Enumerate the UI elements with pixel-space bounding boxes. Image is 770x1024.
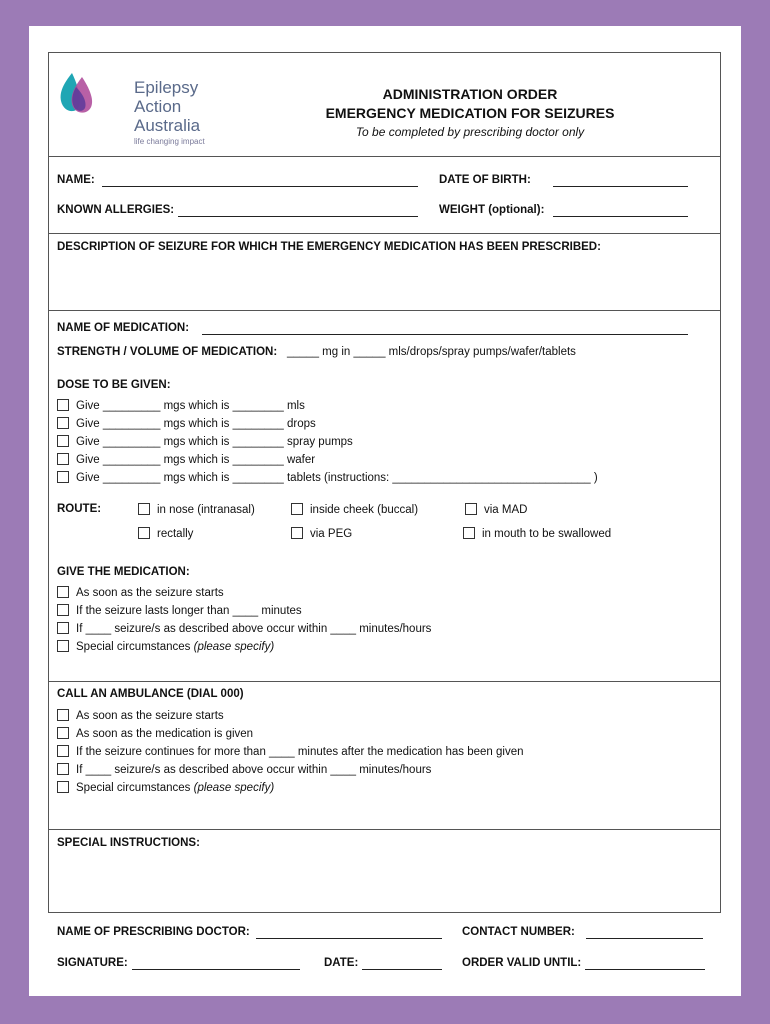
- ambulance-option[interactable]: As soon as the medication is given: [57, 727, 253, 740]
- footer-rights: All Rights Reserved: [336, 978, 433, 990]
- weight-field[interactable]: [553, 204, 688, 217]
- dose-option[interactable]: Give _________ mgs which is ________ tablets (instructions: _______________________________ ): [57, 471, 598, 484]
- dose-option[interactable]: Give _________ mgs which is ________ spray pumps: [57, 435, 353, 448]
- checkbox[interactable]: [57, 399, 69, 411]
- give-option[interactable]: Special circumstances (please specify): [57, 640, 274, 653]
- give-option[interactable]: If ____ seizure/s as described above occur within ____ minutes/hours: [57, 622, 431, 635]
- signature-field[interactable]: [132, 957, 300, 970]
- checkbox[interactable]: [57, 417, 69, 429]
- route-option[interactable]: via MAD: [465, 503, 527, 516]
- route-label: ROUTE:: [57, 503, 102, 515]
- checkbox[interactable]: [57, 763, 69, 775]
- allergies-field[interactable]: [178, 204, 418, 217]
- ambulance-option[interactable]: Special circumstances (please specify): [57, 781, 274, 794]
- dose-option[interactable]: Give _________ mgs which is ________ drops: [57, 417, 316, 430]
- name-field[interactable]: [102, 174, 418, 187]
- date-label: DATE:: [324, 957, 359, 969]
- form-title-line2: EMERGENCY MEDICATION FOR SEIZURES: [325, 105, 615, 121]
- dose-label: DOSE TO BE GIVEN:: [57, 379, 171, 391]
- route-option[interactable]: inside cheek (buccal): [291, 503, 418, 516]
- medication-name-label: NAME OF MEDICATION:: [57, 322, 190, 334]
- logo-wordmark: Epilepsy Action Australia: [134, 78, 201, 135]
- signature-label: SIGNATURE:: [57, 957, 128, 969]
- contact-number-label: CONTACT NUMBER:: [462, 926, 575, 938]
- checkbox[interactable]: [57, 622, 69, 634]
- checkbox[interactable]: [138, 527, 150, 539]
- checkbox[interactable]: [291, 503, 303, 515]
- dose-option[interactable]: Give _________ mgs which is ________ mls: [57, 399, 305, 412]
- checkbox[interactable]: [291, 527, 303, 539]
- route-option[interactable]: rectally: [138, 527, 193, 540]
- order-valid-label: ORDER VALID UNTIL:: [462, 957, 582, 969]
- form-subtitle: To be completed by prescribing doctor only: [355, 125, 585, 139]
- strength-text: _____ mg in _____ mls/drops/spray pumps/wafer/tablets: [287, 346, 576, 358]
- route-option[interactable]: in mouth to be swallowed: [463, 527, 611, 540]
- checkbox[interactable]: [57, 586, 69, 598]
- ambulance-label: CALL AN AMBULANCE (DIAL 000): [57, 688, 244, 700]
- checkbox[interactable]: [57, 604, 69, 616]
- dob-label: DATE OF BIRTH:: [439, 174, 531, 186]
- give-label: GIVE THE MEDICATION:: [57, 566, 190, 578]
- logo-tagline: life changing impact: [134, 137, 205, 146]
- route-option[interactable]: in nose (intranasal): [138, 503, 255, 516]
- give-option[interactable]: As soon as the seizure starts: [57, 586, 224, 599]
- checkbox[interactable]: [57, 471, 69, 483]
- ambulance-option[interactable]: If ____ seizure/s as described above occur within ____ minutes/hours: [57, 763, 431, 776]
- checkbox[interactable]: [57, 640, 69, 652]
- checkbox[interactable]: [57, 709, 69, 721]
- dob-field[interactable]: [553, 174, 688, 187]
- checkbox[interactable]: [463, 527, 475, 539]
- doctor-name-field[interactable]: [256, 926, 442, 939]
- checkbox[interactable]: [57, 745, 69, 757]
- checkbox[interactable]: [57, 781, 69, 793]
- give-option[interactable]: If the seizure lasts longer than ____ minutes: [57, 604, 302, 617]
- checkbox[interactable]: [57, 727, 69, 739]
- description-label: DESCRIPTION OF SEIZURE FOR WHICH THE EMERGENCY MEDICATION HAS BEEN PRESCRIBED:: [57, 241, 601, 253]
- date-field[interactable]: [362, 957, 442, 970]
- footer-version: V.7 8/18: [656, 978, 696, 990]
- special-instructions-label: SPECIAL INSTRUCTIONS:: [57, 837, 200, 849]
- form-title-line1: ADMINISTRATION ORDER: [382, 86, 558, 102]
- route-option[interactable]: via PEG: [291, 527, 352, 540]
- allergies-label: KNOWN ALLERGIES:: [57, 204, 175, 216]
- ambulance-option[interactable]: As soon as the seizure starts: [57, 709, 224, 722]
- ambulance-option[interactable]: If the seizure continues for more than ____ minutes after the medication has been given: [57, 745, 524, 758]
- checkbox[interactable]: [57, 435, 69, 447]
- doctor-name-label: NAME OF PRESCRIBING DOCTOR:: [57, 926, 250, 938]
- contact-number-field[interactable]: [586, 926, 703, 939]
- strength-label: STRENGTH / VOLUME OF MEDICATION:: [57, 346, 278, 358]
- checkbox[interactable]: [138, 503, 150, 515]
- checkbox[interactable]: [465, 503, 477, 515]
- name-label: NAME:: [57, 174, 95, 186]
- footer-copyright: Epilepsy Action Australia © 2018: [52, 978, 211, 990]
- weight-label: WEIGHT (optional):: [439, 204, 545, 216]
- medication-name-field[interactable]: [202, 322, 688, 335]
- order-valid-field[interactable]: [585, 957, 705, 970]
- checkbox[interactable]: [57, 453, 69, 465]
- dose-option[interactable]: Give _________ mgs which is ________ wafer: [57, 453, 315, 466]
